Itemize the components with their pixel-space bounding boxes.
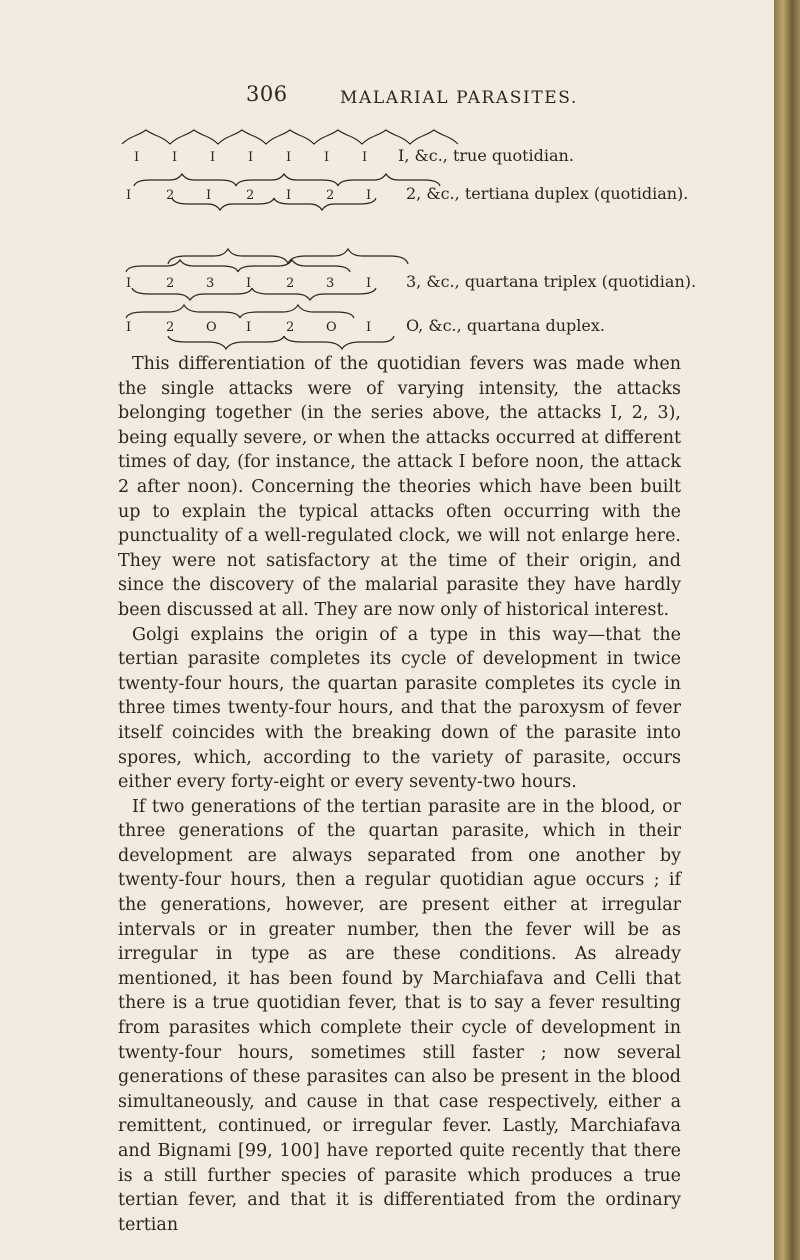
scheme-digit: I — [366, 320, 372, 335]
scheme-digit: I — [134, 150, 140, 165]
scheme-digit: I — [324, 150, 330, 165]
scheme-digit: I — [286, 150, 292, 165]
brace-row4-top — [126, 305, 240, 318]
scheme-digit: I — [366, 276, 372, 291]
paragraph: This differentiation of the quotidian fevers was made when the single attacks were of varying intensity, the attacks belonging together (in the series above, the attacks I, 2, 3), being equally severe, or when the attacks occurred at different times of day, (for instance, the attack I before noon, the attack 2 after noon). Concerning the theories which have been built up to explain the typical attacks often occurring with the punctuality of a well-regulated clock, we will not enlarge here. They were not satisfactory at the time of their origin, and since the discovery of the malarial parasite they have hardly been discussed at all. They are now only of historical interest. — [118, 354, 681, 620]
scheme-row-quartana-duplex — [0, 300, 774, 356]
brace-row4-bottom — [284, 336, 394, 349]
scheme-digit: 2 — [326, 188, 335, 203]
brace-row4-bottom — [168, 336, 284, 349]
scheme-digit: 2 — [166, 276, 175, 291]
scheme-digit: O — [326, 320, 337, 335]
scheme-digit: I — [246, 320, 252, 335]
scheme-digit: I — [248, 150, 254, 165]
scheme-digit: I — [210, 150, 216, 165]
scheme-caption: 2, &c., tertiana duplex (quotidian). — [406, 184, 689, 203]
scheme-digit: 3 — [206, 276, 215, 291]
scheme-digit: O — [206, 320, 217, 335]
page-number: 306 — [246, 82, 288, 106]
body-text — [118, 352, 681, 1237]
paragraph: Golgi explains the origin of a type in this way—that the tertian parasite completes its cycle of development in twice twenty-four hours, the quartan parasite completes its cycle in three times twenty-four hours, and that the paroxysm of fever itself coincides with the breaking down of the parasite into spores, which, according to the variety of parasite, occurs either every forty-eight or every seventy-two hours. — [118, 624, 681, 793]
scheme-digit: I — [366, 188, 372, 203]
scheme-digit: 2 — [166, 320, 175, 335]
running-head: MALARIAL PARASITES. — [340, 88, 578, 108]
book-fore-edge — [774, 0, 800, 1260]
scheme-digit: 2 — [166, 188, 175, 203]
scheme-caption: 3, &c., quartana triplex (quotidian). — [406, 272, 697, 291]
scheme-digit: I — [206, 188, 212, 203]
scheme-caption: O, &c., quartana duplex. — [406, 316, 605, 335]
scheme-digit: I — [126, 276, 132, 291]
scheme-digit: 3 — [326, 276, 335, 291]
scheme-digit: I — [246, 276, 252, 291]
brace-row4-top — [240, 305, 354, 318]
scheme-digit: I — [126, 188, 132, 203]
scheme-digit: I — [362, 150, 368, 165]
scheme-digit: 2 — [286, 276, 295, 291]
scheme-digit: 2 — [286, 320, 295, 335]
fever-type-scheme-duplex — [0, 0, 774, 320]
scheme-digit: 2 — [246, 188, 255, 203]
scheme-caption: I, &c., true quotidian. — [398, 146, 574, 165]
scheme-digit: I — [126, 320, 132, 335]
paragraph: If two generations of the tertian parasite are in the blood, or three generations of the quartan parasite, which in their development are always separated from one another by twenty-four hours, then a regular quotidian ague occurs ; if the generations, however, are present either at irregular intervals or in greater number, then the fever will be as irregular in type as are these conditions. As already mentioned, it has been found by Marchiafava and Celli that there is a true quotidian fever, that is to say a fever resulting from parasites which complete their cycle of development in twenty-four hours, sometimes still faster ; now several generations of these parasites can also be present in the blood simultaneously, and cause in that case respectively, either a remittent, continued, or irregular fever. Lastly, Marchiafava and Bignami [99, 100] have reported quite recently that there is a still further species of parasite which produces a true tertian fever, and that it is differentiated from the ordinary tertian — [118, 796, 681, 1235]
duplex-brace-svg — [0, 300, 774, 356]
scheme-digit: I — [286, 188, 292, 203]
scheme-digit: I — [172, 150, 178, 165]
